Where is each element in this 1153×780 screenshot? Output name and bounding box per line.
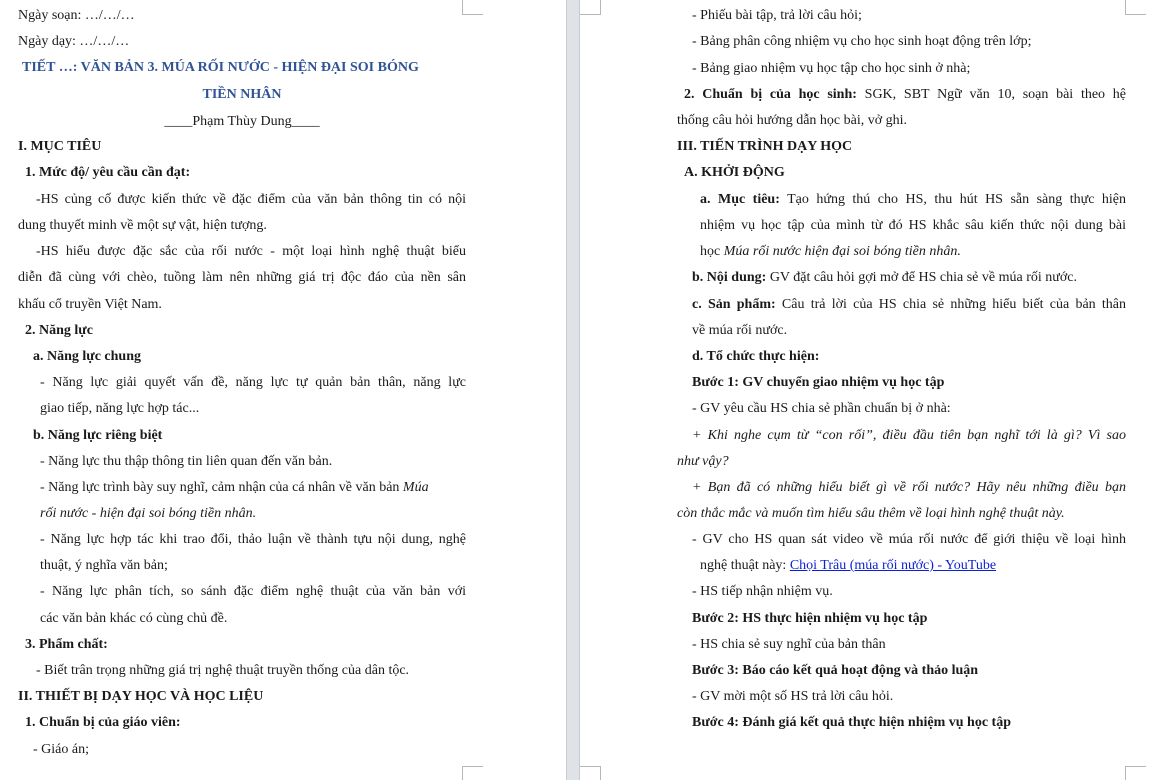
paragraph-line: - Bảng giao nhiệm vụ học tập cho học sinh ở nhà; (692, 61, 971, 76)
lesson-title-line1: TIẾT …: VĂN BẢN 3. MÚA RỐI NƯỚC - HIỆN ĐẠI SOI BÓNG (22, 60, 419, 75)
paragraph-line: học Múa rối nước hiện đại soi bóng tiền nhân. (700, 244, 961, 259)
paragraph-line: giao tiếp, năng lực hợp tác... (40, 401, 200, 416)
paragraph-line: - HS tiếp nhận nhiệm vụ. (692, 584, 833, 599)
subheading-pham-chat: 3. Phẩm chất: (25, 637, 108, 652)
paragraph-line: - HS chia sẻ suy nghĩ của bản thân (692, 637, 886, 652)
question-line: + Bạn đã có những hiểu biết gì về rối nước? Hãy nêu những điều bạn (692, 480, 1126, 495)
crop-mark (580, 0, 601, 15)
video-link[interactable]: Chọi Trâu (múa rối nước) - YouTube (789, 558, 997, 573)
lesson-title-line2: TIỀN NHÂN (202, 87, 282, 102)
subheading-nang-luc-chung: a. Năng lực chung (33, 349, 141, 364)
crop-mark (462, 0, 483, 15)
section-heading-muc-tieu: I. MỤC TIÊU (18, 139, 102, 154)
subheading-nang-luc: 2. Năng lực (25, 323, 93, 338)
paragraph-line: a. Mục tiêu: Tạo hứng thú cho HS, thu hút HS sẵn sàng thực hiện (700, 192, 1126, 207)
paragraph-line: - GV cho HS quan sát video về múa rối nước để giới thiệu về loại hình (692, 532, 1126, 547)
crop-mark (1125, 766, 1146, 780)
subheading-khoi-dong: A. KHỞI ĐỘNG (684, 165, 785, 180)
step-heading-1: Bước 1: GV chuyển giao nhiệm vụ học tập (692, 375, 945, 390)
paragraph-line: các văn bản khác có cùng chủ đề. (40, 611, 228, 626)
date-prepare: Ngày soạn: …/…/… (18, 8, 135, 23)
paragraph-line: b. Nội dung: GV đặt câu hỏi gợi mở để HS chia sẻ về múa rối nước. (692, 270, 1077, 285)
subheading-chuan-bi-gv: 1. Chuẩn bị của giáo viên: (25, 715, 181, 730)
paragraph-line: nghệ thuật này: Chọi Trâu (múa rối nước) - YouTube (700, 558, 997, 573)
paragraph-line: - Phiếu bài tập, trả lời câu hỏi; (692, 8, 862, 23)
paragraph-line: - Năng lực giải quyết vấn đề, năng lực tự quản bản thân, năng lực (40, 375, 466, 390)
paragraph-line: - Năng lực thu thập thông tin liên quan đến văn bản. (40, 454, 333, 469)
paragraph-line: - Bảng phân công nhiệm vụ cho học sinh hoạt động trên lớp; (692, 34, 1032, 49)
paragraph-line: - Năng lực phân tích, so sánh đặc điểm nghệ thuật của văn bản với (40, 584, 466, 599)
crop-mark (1125, 0, 1146, 15)
paragraph-line: về múa rối nước. (692, 323, 788, 338)
paragraph-line: dung thuyết minh về một sự vật, hiện tượng. (18, 218, 267, 233)
paragraph-line: - Năng lực hợp tác khi trao đổi, thảo luận về thành tựu nội dung, nghệ (40, 532, 466, 547)
page-gutter (566, 0, 580, 780)
crop-mark (462, 766, 483, 780)
paragraph-line: - Giáo án; (33, 742, 89, 757)
section-heading-tien-trinh: III. TIẾN TRÌNH DẠY HỌC (677, 139, 853, 154)
question-line: + Khi nghe cụm từ “con rối”, điều đầu tiên bạn nghĩ tới là gì? Vì sao (692, 428, 1126, 443)
subheading-nang-luc-rieng: b. Năng lực riêng biệt (33, 428, 163, 443)
author-line: ____Phạm Thùy Dung____ (164, 114, 320, 129)
paragraph-line: rối nước - hiện đại soi bóng tiền nhân. (40, 506, 257, 521)
paragraph-line: thống câu hỏi hướng dẫn học bài, vở ghi. (677, 113, 908, 128)
document-page-right (580, 0, 1153, 780)
question-line: như vậy? (677, 454, 729, 469)
crop-mark (580, 766, 601, 780)
paragraph-line: - GV yêu cầu HS chia sẻ phần chuẩn bị ở nhà: (692, 401, 951, 416)
paragraph-line: diễn đã cùng với chèo, tuồng làm nên những giá trị độc đáo của nền sân (18, 270, 466, 285)
paragraph-line: 2. Chuẩn bị của học sinh: SGK, SBT Ngữ văn 10, soạn bài theo hệ (684, 87, 1126, 102)
subheading-muc-do: 1. Mức độ/ yêu cầu cần đạt: (25, 165, 191, 180)
section-heading-thiet-bi: II. THIẾT BỊ DẠY HỌC VÀ HỌC LIỆU (18, 689, 264, 704)
step-heading-4: Bước 4: Đánh giá kết quả thực hiện nhiệm vụ học tập (692, 715, 1011, 730)
paragraph-line: - Biết trân trọng những giá trị nghệ thuật truyền thống của dân tộc. (36, 663, 410, 678)
step-heading-3: Bước 3: Báo cáo kết quả hoạt động và thảo luận (692, 663, 979, 678)
paragraph-line: nhiệm vụ học tập của mình từ đó HS khắc sâu kiến thức nội dung bài (700, 218, 1126, 233)
paragraph-line: - Năng lực trình bày suy nghĩ, cảm nhận của cá nhân về văn bản Múa (40, 480, 429, 495)
subheading-to-chuc: d. Tổ chức thực hiện: (692, 349, 820, 364)
paragraph-line: c. Sản phẩm: Câu trả lời của HS chia sẻ những hiểu biết của bản thân (692, 297, 1127, 312)
question-line: còn thắc mắc và muốn tìm hiểu sâu thêm về loại hình nghệ thuật này. (677, 506, 1065, 521)
paragraph-line: khấu cổ truyền Việt Nam. (18, 297, 162, 312)
paragraph-line: - GV mời một số HS trả lời câu hỏi. (692, 689, 894, 704)
document-page-left (0, 0, 566, 780)
paragraph-line: -HS hiểu được đặc sắc của rối nước - một loại hình nghệ thuật biểu (36, 244, 466, 259)
paragraph-line: thuật, ý nghĩa văn bản; (40, 558, 168, 573)
paragraph-line: -HS củng cố được kiến thức về đặc điểm của văn bản thông tin có nội (36, 192, 466, 207)
step-heading-2: Bước 2: HS thực hiện nhiệm vụ học tập (692, 611, 928, 626)
date-teach: Ngày dạy: …/…/… (18, 34, 130, 49)
